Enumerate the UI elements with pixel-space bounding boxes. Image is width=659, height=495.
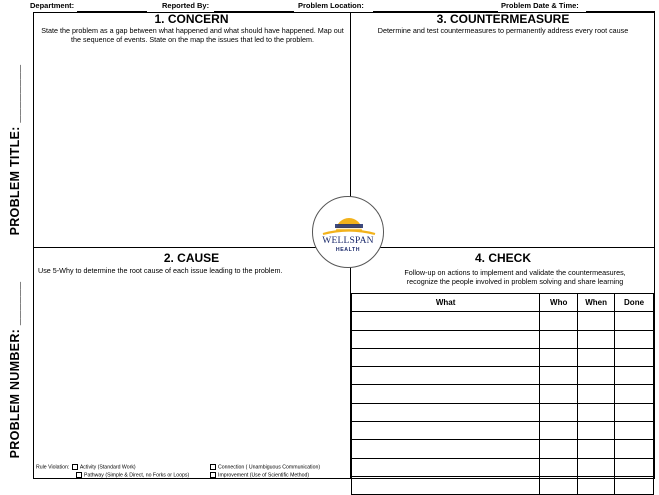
cell-when[interactable] <box>578 348 615 366</box>
column-who: Who <box>540 294 578 312</box>
table-row <box>352 458 654 476</box>
cell-done[interactable] <box>615 330 654 348</box>
table-row <box>352 312 654 330</box>
table-row <box>352 440 654 458</box>
cell-when[interactable] <box>578 403 615 421</box>
problem-number-side[interactable] <box>0 245 30 495</box>
cell-who[interactable] <box>540 476 578 494</box>
cell-who[interactable] <box>540 312 578 330</box>
cell-when[interactable] <box>578 330 615 348</box>
table-row <box>352 330 654 348</box>
rule-violation-connection <box>209 464 320 470</box>
check-description: Follow-up on actions to implement and validate the countermeasures, recognize the people involved in problem solving and share learning <box>404 268 626 286</box>
problem-date-time-label: Problem Date & Time: <box>501 1 579 10</box>
cell-what[interactable] <box>352 403 540 421</box>
cell-done[interactable] <box>615 440 654 458</box>
cell-done[interactable] <box>615 348 654 366</box>
activity-option: Activity (Standard Work) <box>79 464 136 471</box>
rule-violation-pathway <box>75 472 189 478</box>
problem-location-label: Problem Location: <box>298 1 364 10</box>
cell-what[interactable] <box>352 476 540 494</box>
cell-who[interactable] <box>540 330 578 348</box>
improvement-option: Improvement (Use of Scientific Method) <box>218 472 310 479</box>
logo-name: WELLSPAN <box>322 236 374 246</box>
rule-violation-improvement <box>209 472 309 478</box>
rule-violation-row-1 <box>36 464 136 470</box>
pathway-checkbox[interactable] <box>76 472 82 478</box>
cell-done[interactable] <box>615 422 654 440</box>
rule-violation-label: Rule Violation: <box>36 464 70 471</box>
department-label: Department: <box>30 1 75 10</box>
activity-checkbox[interactable] <box>72 464 78 470</box>
reported-by-label: Reported By: <box>162 1 210 10</box>
cell-what[interactable] <box>352 367 540 385</box>
wellspan-logo <box>312 196 384 268</box>
problem-number-label: PROBLEM NUMBER: ______ <box>8 281 22 459</box>
cell-when[interactable] <box>578 385 615 403</box>
cell-what[interactable] <box>352 422 540 440</box>
cause-description: Use 5-Why to determine the root cause of each issue leading to the problem. <box>38 266 283 275</box>
cell-what[interactable] <box>352 330 540 348</box>
connection-option: Connection ( Unambiguous Communication) <box>218 464 321 471</box>
cell-who[interactable] <box>540 422 578 440</box>
cell-when[interactable] <box>578 367 615 385</box>
cell-who[interactable] <box>540 403 578 421</box>
cell-done[interactable] <box>615 367 654 385</box>
cell-when[interactable] <box>578 312 615 330</box>
table-row <box>352 403 654 421</box>
cell-done[interactable] <box>615 458 654 476</box>
improvement-checkbox[interactable] <box>210 472 216 478</box>
cell-when[interactable] <box>578 476 615 494</box>
concern-title: 1. CONCERN <box>154 12 229 26</box>
table-row <box>352 422 654 440</box>
cell-who[interactable] <box>540 440 578 458</box>
cell-who[interactable] <box>540 348 578 366</box>
concern-description: State the problem as a gap between what happened and what should have happened. Map out the sequence of events. State on the map the issues that led to the problem. <box>41 26 344 44</box>
cell-when[interactable] <box>578 422 615 440</box>
check-title: 4. CHECK <box>474 251 531 265</box>
cell-who[interactable] <box>540 458 578 476</box>
column-when: When <box>578 294 615 312</box>
cause-title: 2. CAUSE <box>163 251 220 265</box>
sunrise-icon <box>313 197 385 269</box>
cell-what[interactable] <box>352 312 540 330</box>
pathway-option: Pathway (Simple & Direct, no Forks or Loops) <box>84 472 190 479</box>
cell-what[interactable] <box>352 348 540 366</box>
cell-when[interactable] <box>578 440 615 458</box>
column-done: Done <box>615 294 654 312</box>
table-row <box>352 476 654 494</box>
problem-title-label: PROBLEM TITLE: ________ <box>8 64 22 236</box>
cell-who[interactable] <box>540 367 578 385</box>
logo-subtitle: HEALTH <box>335 247 361 253</box>
cell-done[interactable] <box>615 476 654 494</box>
table-row <box>352 367 654 385</box>
cell-done[interactable] <box>615 312 654 330</box>
cell-who[interactable] <box>540 385 578 403</box>
cell-what[interactable] <box>352 385 540 403</box>
cell-done[interactable] <box>615 403 654 421</box>
cell-what[interactable] <box>352 440 540 458</box>
check-table <box>351 293 654 495</box>
connection-checkbox[interactable] <box>210 464 216 470</box>
cell-done[interactable] <box>615 385 654 403</box>
column-what: What <box>352 294 540 312</box>
countermeasure-description: Determine and test countermeasures to permanently address every root cause <box>377 26 629 35</box>
cell-when[interactable] <box>578 458 615 476</box>
table-row <box>352 385 654 403</box>
check-table-header <box>352 294 654 312</box>
countermeasure-title: 3. COUNTERMEASURE <box>436 12 570 26</box>
cell-what[interactable] <box>352 458 540 476</box>
table-row <box>352 348 654 366</box>
